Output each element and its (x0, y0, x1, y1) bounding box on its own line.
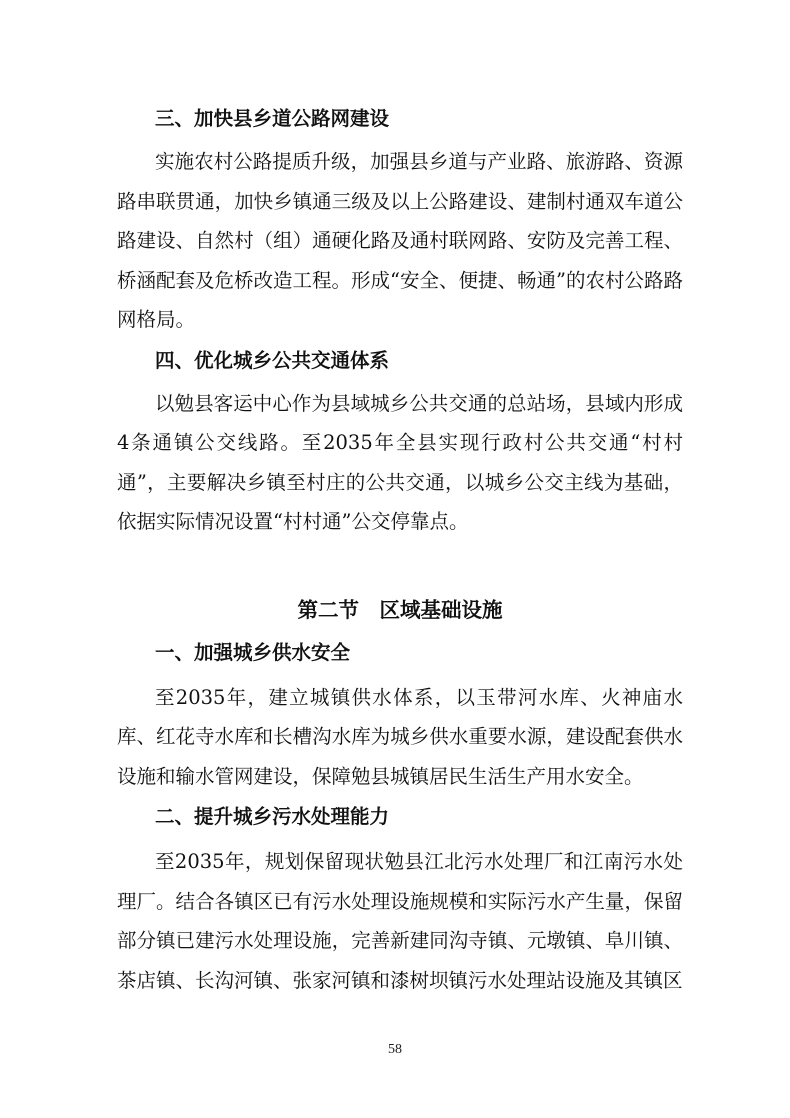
heading-public-transport: 四、优化城乡公共交通体系 (155, 348, 390, 372)
page-number: 58 (388, 1042, 402, 1057)
heading-sewage-treatment: 二、提升城乡污水处理能力 (155, 805, 390, 828)
paragraph-water-supply: 至2035年，建立城镇供水体系，以玉带河水库、火神庙水库、红花寺水库和长槽沟水库为城乡供水重要水源，建设配套供水设施和输水管网建设，保障勉县城镇居民生活生产用水安全。 (117, 685, 683, 788)
paragraph-bus-system: 以勉县客运中心作为县域城乡公共交通的总站场，县域内形成4条通镇公交线路。至2035年全县实现行政村公共交通“村村通”，主要解决乡镇至村庄的公共交通，以城乡公交主线为基础，依据实际情况设置“村村通”公交停靠点。 (117, 391, 683, 533)
heading-water-supply: 一、加强城乡供水安全 (155, 640, 351, 664)
paragraph-rural-road-upgrade: 实施农村公路提质升级，加强县乡道与产业路、旅游路、资源路串联贯通，加快乡镇通三级及以上公路建设、建制村通双车道公路建设、自然村（组）通硬化路及通村联网路、安防及完善工程、桥涵配套及危桥改造工程。形成“安全、便捷、畅通”的农村公路路网格局。 (117, 150, 683, 331)
paragraph-sewage-treatment: 至2035年，规划保留现状勉县江北污水处理厂和江南污水处理厂。结合各镇区已有污水处理设施规模和实际污水产生量，保留部分镇已建污水处理设施，完善新建同沟寺镇、元墩镇、阜川镇、茶店镇、长沟河镇、张家河镇和漆树坝镇污水处理站设施及其镇区 (117, 850, 683, 992)
page-content (117, 100, 683, 1000)
heading-county-road-network: 三、加快县乡道公路网建设 (155, 107, 390, 130)
section-title-regional-infrastructure: 第二节 区域基础设施 (297, 597, 503, 622)
